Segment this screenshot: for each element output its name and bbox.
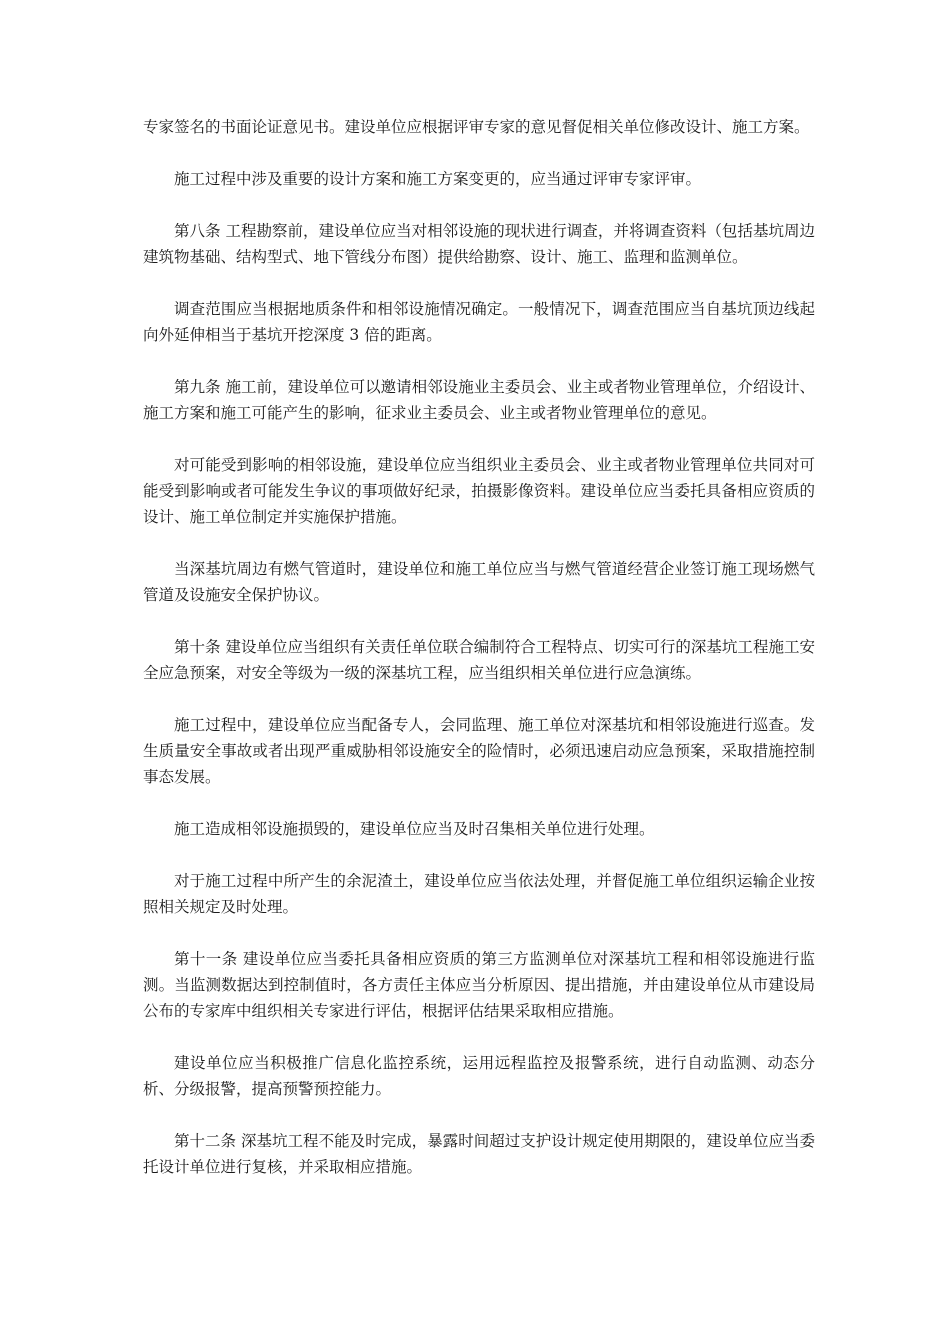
paragraph-article-9: 第九条 施工前，建设单位可以邀请相邻设施业主委员会、业主或者物业管理单位，介绍设计、施工方案和施工可能产生的影响，征求业主委员会、业主或者物业管理单位的意见。 xyxy=(143,378,815,422)
paragraph: 建设单位应当积极推广信息化监控系统，运用远程监控及报警系统，进行自动监测、动态分析、分级报警，提高预警预控能力。 xyxy=(143,1054,815,1098)
paragraph-article-11: 第十一条 建设单位应当委托具备相应资质的第三方监测单位对深基坑工程和相邻设施进行监测。当监测数据达到控制值时，各方责任主体应当分析原因、提出措施，并由建设单位从市建设局公布的专家库中组织相关专家进行评估，根据评估结果采取相应措施。 xyxy=(143,950,815,1020)
paragraph: 施工造成相邻设施损毁的，建设单位应当及时召集相关单位进行处理。 xyxy=(174,820,655,838)
document-body xyxy=(143,114,815,1206)
paragraph: 施工过程中，建设单位应当配备专人，会同监理、施工单位对深基坑和相邻设施进行巡查。发生质量安全事故或者出现严重威胁相邻设施安全的险情时，必须迅速启动应急预案，采取措施控制事态发展。 xyxy=(143,716,815,786)
paragraph: 对于施工过程中所产生的余泥渣土，建设单位应当依法处理，并督促施工单位组织运输企业按照相关规定及时处理。 xyxy=(143,872,815,916)
paragraph: 调查范围应当根据地质条件和相邻设施情况确定。一般情况下，调查范围应当自基坑顶边线起向外延伸相当于基坑开挖深度 3 倍的距离。 xyxy=(143,300,815,344)
paragraph: 施工过程中涉及重要的设计方案和施工方案变更的，应当通过评审专家评审。 xyxy=(174,170,702,188)
paragraph-article-12: 第十二条 深基坑工程不能及时完成，暴露时间超过支护设计规定使用期限的，建设单位应当委托设计单位进行复核，并采取相应措施。 xyxy=(143,1132,815,1176)
paragraph-article-8: 第八条 工程勘察前，建设单位应当对相邻设施的现状进行调查，并将调查资料（包括基坑周边建筑物基础、结构型式、地下管线分布图）提供给勘察、设计、施工、监理和监测单位。 xyxy=(143,222,815,266)
paragraph-continuation: 专家签名的书面论证意见书。建设单位应根据评审专家的意见督促相关单位修改设计、施工方案。 xyxy=(143,118,810,136)
paragraph: 对可能受到影响的相邻设施，建设单位应当组织业主委员会、业主或者物业管理单位共同对可能受到影响或者可能发生争议的事项做好纪录，拍摄影像资料。建设单位应当委托具备相应资质的设计、施工单位制定并实施保护措施。 xyxy=(143,456,815,526)
paragraph-article-10: 第十条 建设单位应当组织有关责任单位联合编制符合工程特点、切实可行的深基坑工程施工安全应急预案，对安全等级为一级的深基坑工程，应当组织相关单位进行应急演练。 xyxy=(143,638,815,682)
paragraph: 当深基坑周边有燃气管道时，建设单位和施工单位应当与燃气管道经营企业签订施工现场燃气管道及设施安全保护协议。 xyxy=(143,560,815,604)
